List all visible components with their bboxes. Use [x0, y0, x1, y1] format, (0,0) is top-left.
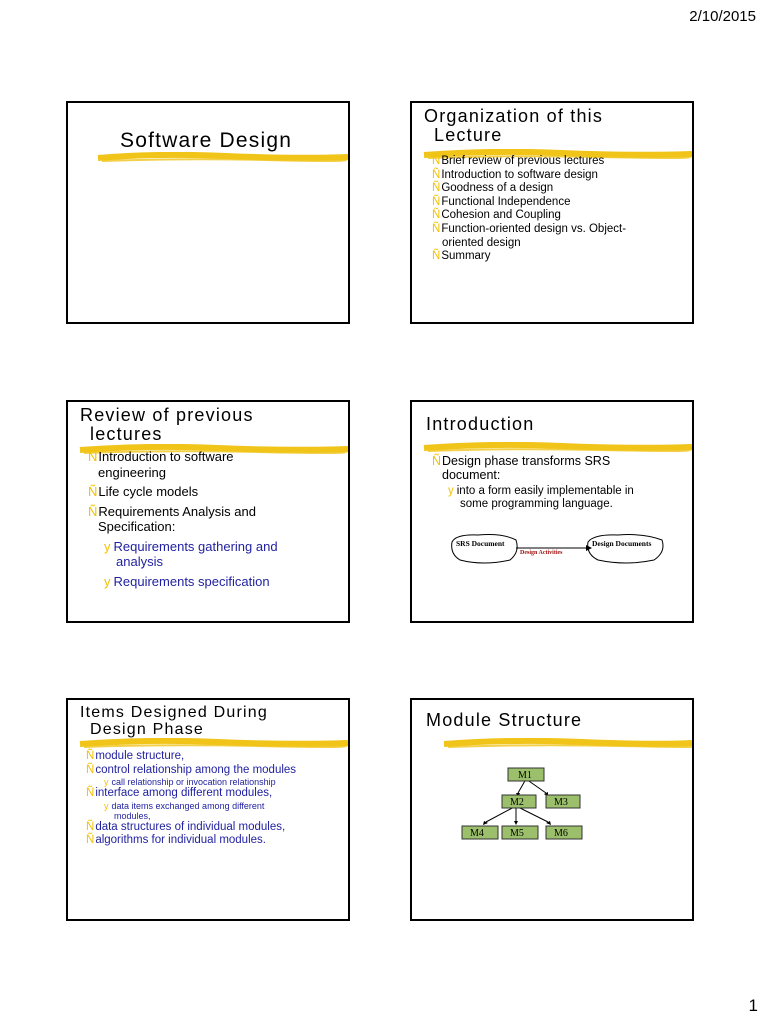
- slide-organization: [410, 101, 694, 324]
- module-m6-label: M6: [554, 828, 568, 839]
- slide-title: Items Designed During Design Phase: [80, 704, 268, 738]
- module-m1-label: M1: [518, 770, 532, 781]
- module-tree: [460, 766, 590, 846]
- slide-title: Review of previous lectures: [80, 405, 254, 444]
- module-m3-label: M3: [554, 797, 568, 808]
- srs-document-label: SRS Document: [456, 539, 505, 548]
- highlight-stroke: [96, 152, 350, 164]
- srs-design-diagram: [448, 530, 668, 570]
- slide-title: Organization of this Lecture: [424, 106, 604, 145]
- design-activities-label: Design Activities: [520, 550, 563, 556]
- item-list: ÑIntroduction to software engineering ÑLife cycle models ÑRequirements Analysis and Specification: y Requirements gathering and analysis y Requirements specification: [88, 449, 278, 589]
- slide-items-designed: [66, 698, 350, 921]
- module-m2-label: M2: [510, 797, 524, 808]
- slide-module-structure: [410, 698, 694, 921]
- design-documents-label: Design Documents: [592, 539, 652, 548]
- highlight-stroke: [78, 738, 350, 750]
- slide-title: Software Design: [120, 129, 293, 152]
- highlight-stroke: [422, 442, 694, 454]
- highlight-stroke: [442, 738, 694, 750]
- module-m4-label: M4: [470, 828, 484, 839]
- slide-title: Introduction: [426, 414, 535, 434]
- item-list: ÑDesign phase transforms SRS document: y into a form easily implementable in some programming language.: [432, 454, 634, 510]
- date: 2/10/2015: [689, 8, 756, 25]
- slide-review: [66, 400, 350, 623]
- module-m5-label: M5: [510, 828, 524, 839]
- item-list: Ñmodule structure, Ñcontrol relationship among the modules y call relationship or invocation relationship Ñinterface among different modules, y data items exchanged among different modules, Ñdata structures of individual modules, Ñalgorithms for individual modules.: [86, 750, 297, 846]
- slide-software-design: [66, 101, 350, 324]
- page-number: 1: [748, 996, 758, 1015]
- slide-title: Module Structure: [426, 710, 583, 730]
- item-list: ÑBrief review of previous lectures ÑIntroduction to software design ÑGoodness of a design ÑFunctional Independence ÑCohesion and Coupling ÑFunction-oriented design vs. Object- oriented design ÑSummary: [432, 155, 627, 263]
- slide-introduction: [410, 400, 694, 623]
